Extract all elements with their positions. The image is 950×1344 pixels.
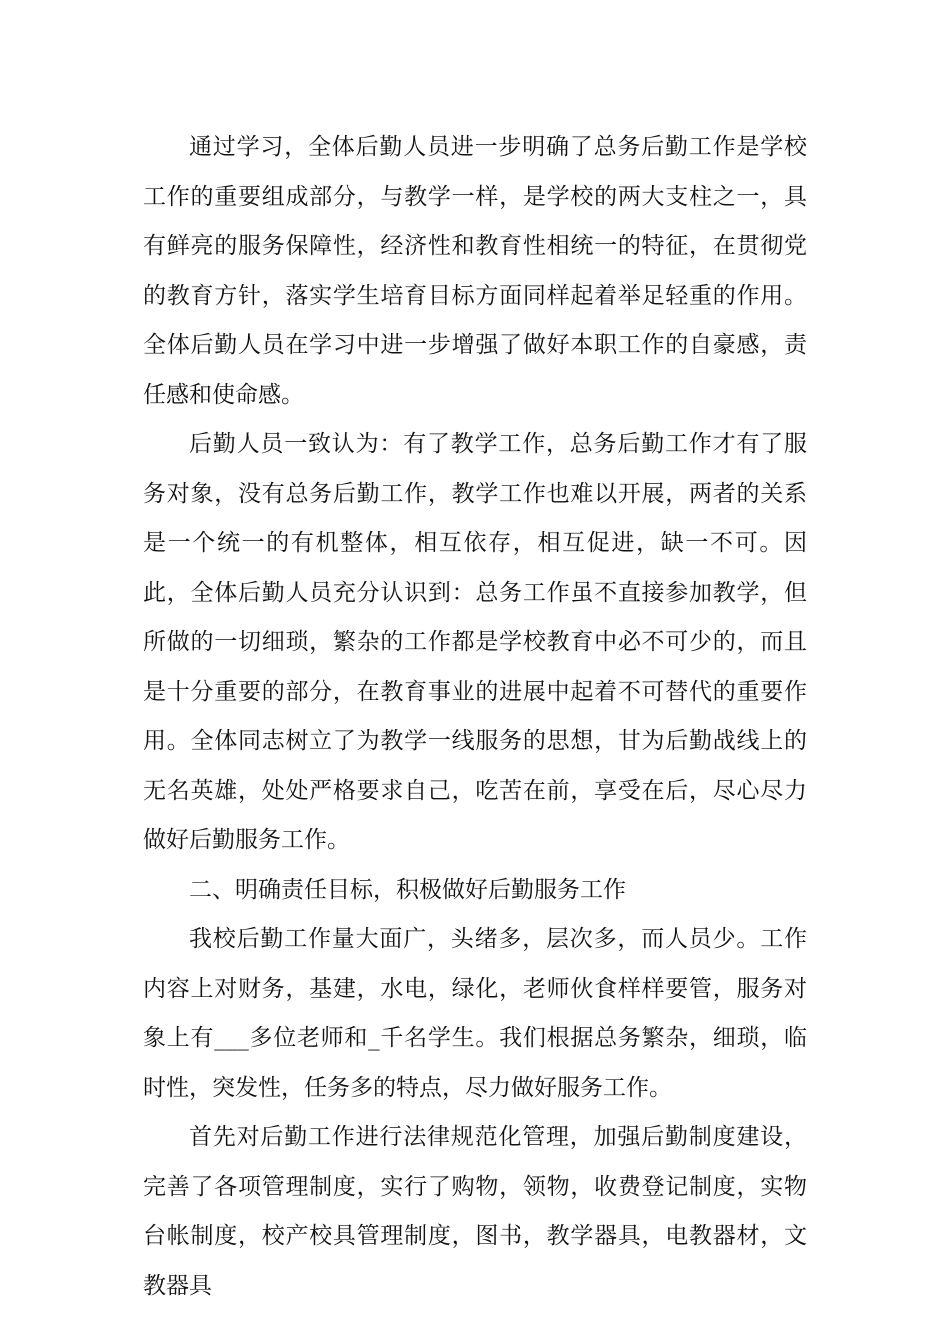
paragraph-consensus: 后勤人员一致认为：有了教学工作，总务后勤工作才有了服务对象，没有总务后勤工作，教学工作也难以开展，两者的关系是一个统一的有机整体，相互依存，相互促进，缺一不可。因此，全体后勤人员充分认识到：总务工作虽不直接参加教学，但所做的一切细琐，繁杂的工作都是学校教育中必不可少的，而且是十分重要的部分，在教育事业的进展中起着不可替代的重要作用。全体同志树立了为教学一线服务的思想，甘为后勤战线上的无名英雄，处处严格要求自己，吃苦在前，享受在后，尽心尽力做好后勤服务工作。 — [143, 431, 807, 853]
paragraph-study-outcome: 通过学习，全体后勤人员进一步明确了总务后勤工作是学校工作的重要组成部分，与教学一样，是学校的两大支柱之一，具有鲜亮的服务保障性，经济性和教育性相统一的特征，在贯彻党的教育方针，落实学生培育目标方面同样起着举足轻重的作用。全体后勤人员在学习中进一步增强了做好本职工作的自豪感，责任感和使命感。 — [143, 134, 807, 408]
paragraph-regulation: 首先对后勤工作进行法律规范化管理，加强后勤制度建设，完善了各项管理制度，实行了购物，领物，收费登记制度，实物台帐制度，校产校具管理制度，图书，教学器具，电教器材，文教器具 — [143, 1124, 807, 1299]
document-body — [143, 123, 807, 1311]
section-heading: 二、明确责任目标，积极做好后勤服务工作 — [189, 876, 626, 903]
paragraph-workload: 我校后勤工作量大面广，头绪多，层次多，而人员少。工作内容上对财务，基建，水电，绿化，老师伙食样样要管，服务对象上有___多位老师和_千名学生。我们根据总务繁杂，细琐，临时性，突发性，任务多的特点，尽力做好服务工作。 — [143, 926, 807, 1101]
